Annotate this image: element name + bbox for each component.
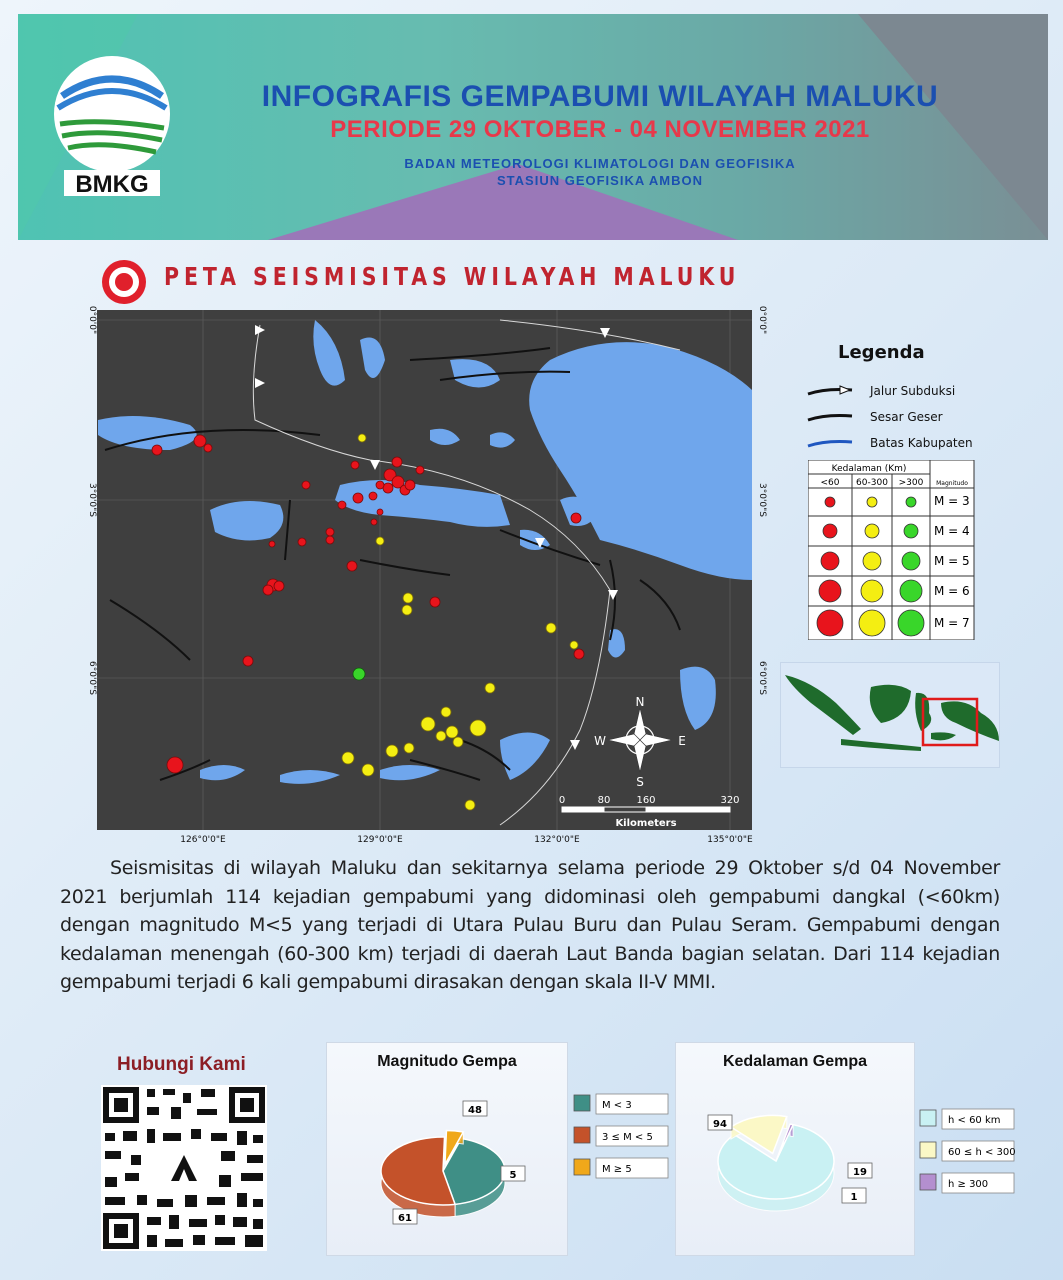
scale-bar <box>559 795 740 829</box>
legend-label: M < 3 <box>602 1100 632 1111</box>
description-paragraph <box>60 854 1000 997</box>
svg-text:132°0'0"E: 132°0'0"E <box>534 835 580 845</box>
section-title: PETA SEISMISITAS WILAYAH MALUKU <box>164 262 741 291</box>
land-masses <box>98 320 752 784</box>
legend-swatch <box>574 1095 590 1111</box>
magnitude-pie-chart <box>327 1043 567 1255</box>
seismicity-map <box>80 300 770 845</box>
period-subtitle: PERIODE 29 OKTOBER - 04 NOVEMBER 2021 <box>330 116 870 143</box>
svg-text:0°0'0": 0°0'0" <box>757 305 767 335</box>
compass-e: E <box>678 734 686 748</box>
svg-text:6°0'0"S: 6°0'0"S <box>757 660 767 696</box>
svg-text:135°0'0"E: 135°0'0"E <box>707 835 753 845</box>
map-legend <box>800 340 1010 640</box>
depth-chart-legend <box>916 1100 1026 1200</box>
svg-text:Magnitudo: Magnitudo <box>936 480 968 487</box>
svg-text:126°0'0"E: 126°0'0"E <box>180 835 226 845</box>
svg-text:3°0'0"S: 3°0'0"S <box>757 482 767 518</box>
legend-swatch <box>574 1127 590 1143</box>
svg-text:3°0'0"S: 3°0'0"S <box>87 482 97 518</box>
legend-symbol <box>902 552 920 570</box>
compass-n: N <box>635 695 645 709</box>
pie-value-label: 48 <box>468 1105 482 1116</box>
legend-swatch <box>574 1159 590 1175</box>
legend-label: h ≥ 300 <box>948 1179 989 1190</box>
logo-text: BMKG <box>75 171 149 198</box>
compass-rose <box>594 695 686 789</box>
legend-symbol <box>867 497 877 507</box>
svg-text:129°0'0"E: 129°0'0"E <box>357 835 403 845</box>
depth-pie-chart <box>676 1043 914 1255</box>
pie-value-label: 1 <box>850 1192 858 1203</box>
legend-symbol <box>817 610 843 636</box>
svg-text:M = 6: M = 6 <box>934 584 970 598</box>
legend-label: 60 ≤ h < 300 <box>948 1147 1016 1158</box>
description-text: Seismisitas di wilayah Maluku dan sekitarnya selama periode 29 Oktober s/d 04 November 2021 berjumlah 114 kejadian gempabumi yang didominasi oleh gempabumi dangkal (<60km) dengan magnitudo M<5 yang terjadi di Utara Pulau Buru dan Pulau Seram. Gempabumi dengan kedalaman menengah (60-300 km) terjadi di daerah Laut Banda bagian selatan. Dari 114 kejadian gempabumi terjadi 6 kali gempabumi dirasakan dengan skala II-V MMI. <box>60 857 1000 993</box>
legend-label: M ≥ 5 <box>602 1164 632 1175</box>
legend-symbol <box>861 580 883 602</box>
svg-text:>300: >300 <box>898 478 924 488</box>
svg-text:M = 5: M = 5 <box>934 554 970 568</box>
legend-symbol <box>821 552 839 570</box>
legend-label: h < 60 km <box>948 1115 1001 1126</box>
map-graphic <box>80 300 770 845</box>
svg-text:Kedalaman (Km): Kedalaman (Km) <box>831 464 907 474</box>
boundary-legend-icon <box>806 436 856 450</box>
legend-swatch <box>920 1174 936 1190</box>
svg-text:160: 160 <box>636 795 656 806</box>
svg-text:60-300: 60-300 <box>856 478 888 488</box>
legend-symbol <box>863 552 881 570</box>
legend-symbol <box>906 497 916 507</box>
legend-symbol <box>900 580 922 602</box>
legend-item-subduction: Jalur Subduksi <box>870 384 956 398</box>
indonesia-inset-map <box>780 662 1000 768</box>
compass-w: W <box>594 734 606 748</box>
svg-text:M = 4: M = 4 <box>934 524 970 538</box>
contact-qr-code[interactable] <box>101 1085 267 1251</box>
legend-symbol <box>823 524 837 538</box>
depth-magnitude-table <box>808 460 978 640</box>
org-line1: BADAN METEOROLOGI KLIMATOLOGI DAN GEOFISIKA <box>404 156 796 171</box>
legend-item-fault: Sesar Geser <box>870 410 943 424</box>
svg-text:6°0'0"S: 6°0'0"S <box>87 660 97 696</box>
svg-text:320: 320 <box>720 795 740 806</box>
legend-item-boundary: Batas Kabupaten <box>870 436 973 450</box>
legend-title: Legenda <box>838 342 925 363</box>
legend-symbol <box>859 610 885 636</box>
legend-symbol <box>825 497 835 507</box>
depth-chart-title: Kedalaman Gempa <box>722 1053 868 1070</box>
svg-text:80: 80 <box>597 795 611 806</box>
org-line2: STASIUN GEOFISIKA AMBON <box>497 173 703 188</box>
svg-text:Kilometers: Kilometers <box>615 818 677 829</box>
magnitude-chart-legend <box>570 1085 670 1205</box>
pie-value-label: 94 <box>713 1119 727 1130</box>
svg-text:M = 7: M = 7 <box>934 616 970 630</box>
pie-value-label: 61 <box>398 1213 412 1224</box>
magnitude-chart-card <box>326 1042 568 1256</box>
page-title: INFOGRAFIS GEMPABUMI WILAYAH MALUKU <box>261 80 939 113</box>
svg-text:M = 3: M = 3 <box>934 494 970 508</box>
legend-symbol <box>819 580 841 602</box>
pie-value-label: 5 <box>509 1170 517 1181</box>
deep-quakes <box>353 668 365 680</box>
magnitude-chart-title: Magnitudo Gempa <box>377 1053 517 1070</box>
depth-chart-card <box>675 1042 915 1256</box>
contact-title: Hubungi Kami <box>117 1054 246 1075</box>
legend-label: 3 ≤ M < 5 <box>602 1132 653 1143</box>
legend-symbol <box>904 524 918 538</box>
svg-text:0°0'0": 0°0'0" <box>87 305 97 335</box>
subduction-legend-icon <box>806 384 856 398</box>
compass-s: S <box>636 775 644 789</box>
pie-value-label: 19 <box>853 1167 867 1178</box>
legend-symbol <box>865 524 879 538</box>
legend-symbol <box>898 610 924 636</box>
svg-text:<60: <60 <box>820 478 840 488</box>
svg-text:0: 0 <box>558 795 566 806</box>
legend-swatch <box>920 1110 936 1126</box>
target-icon <box>100 258 148 306</box>
fault-legend-icon <box>806 410 856 424</box>
legend-swatch <box>920 1142 936 1158</box>
